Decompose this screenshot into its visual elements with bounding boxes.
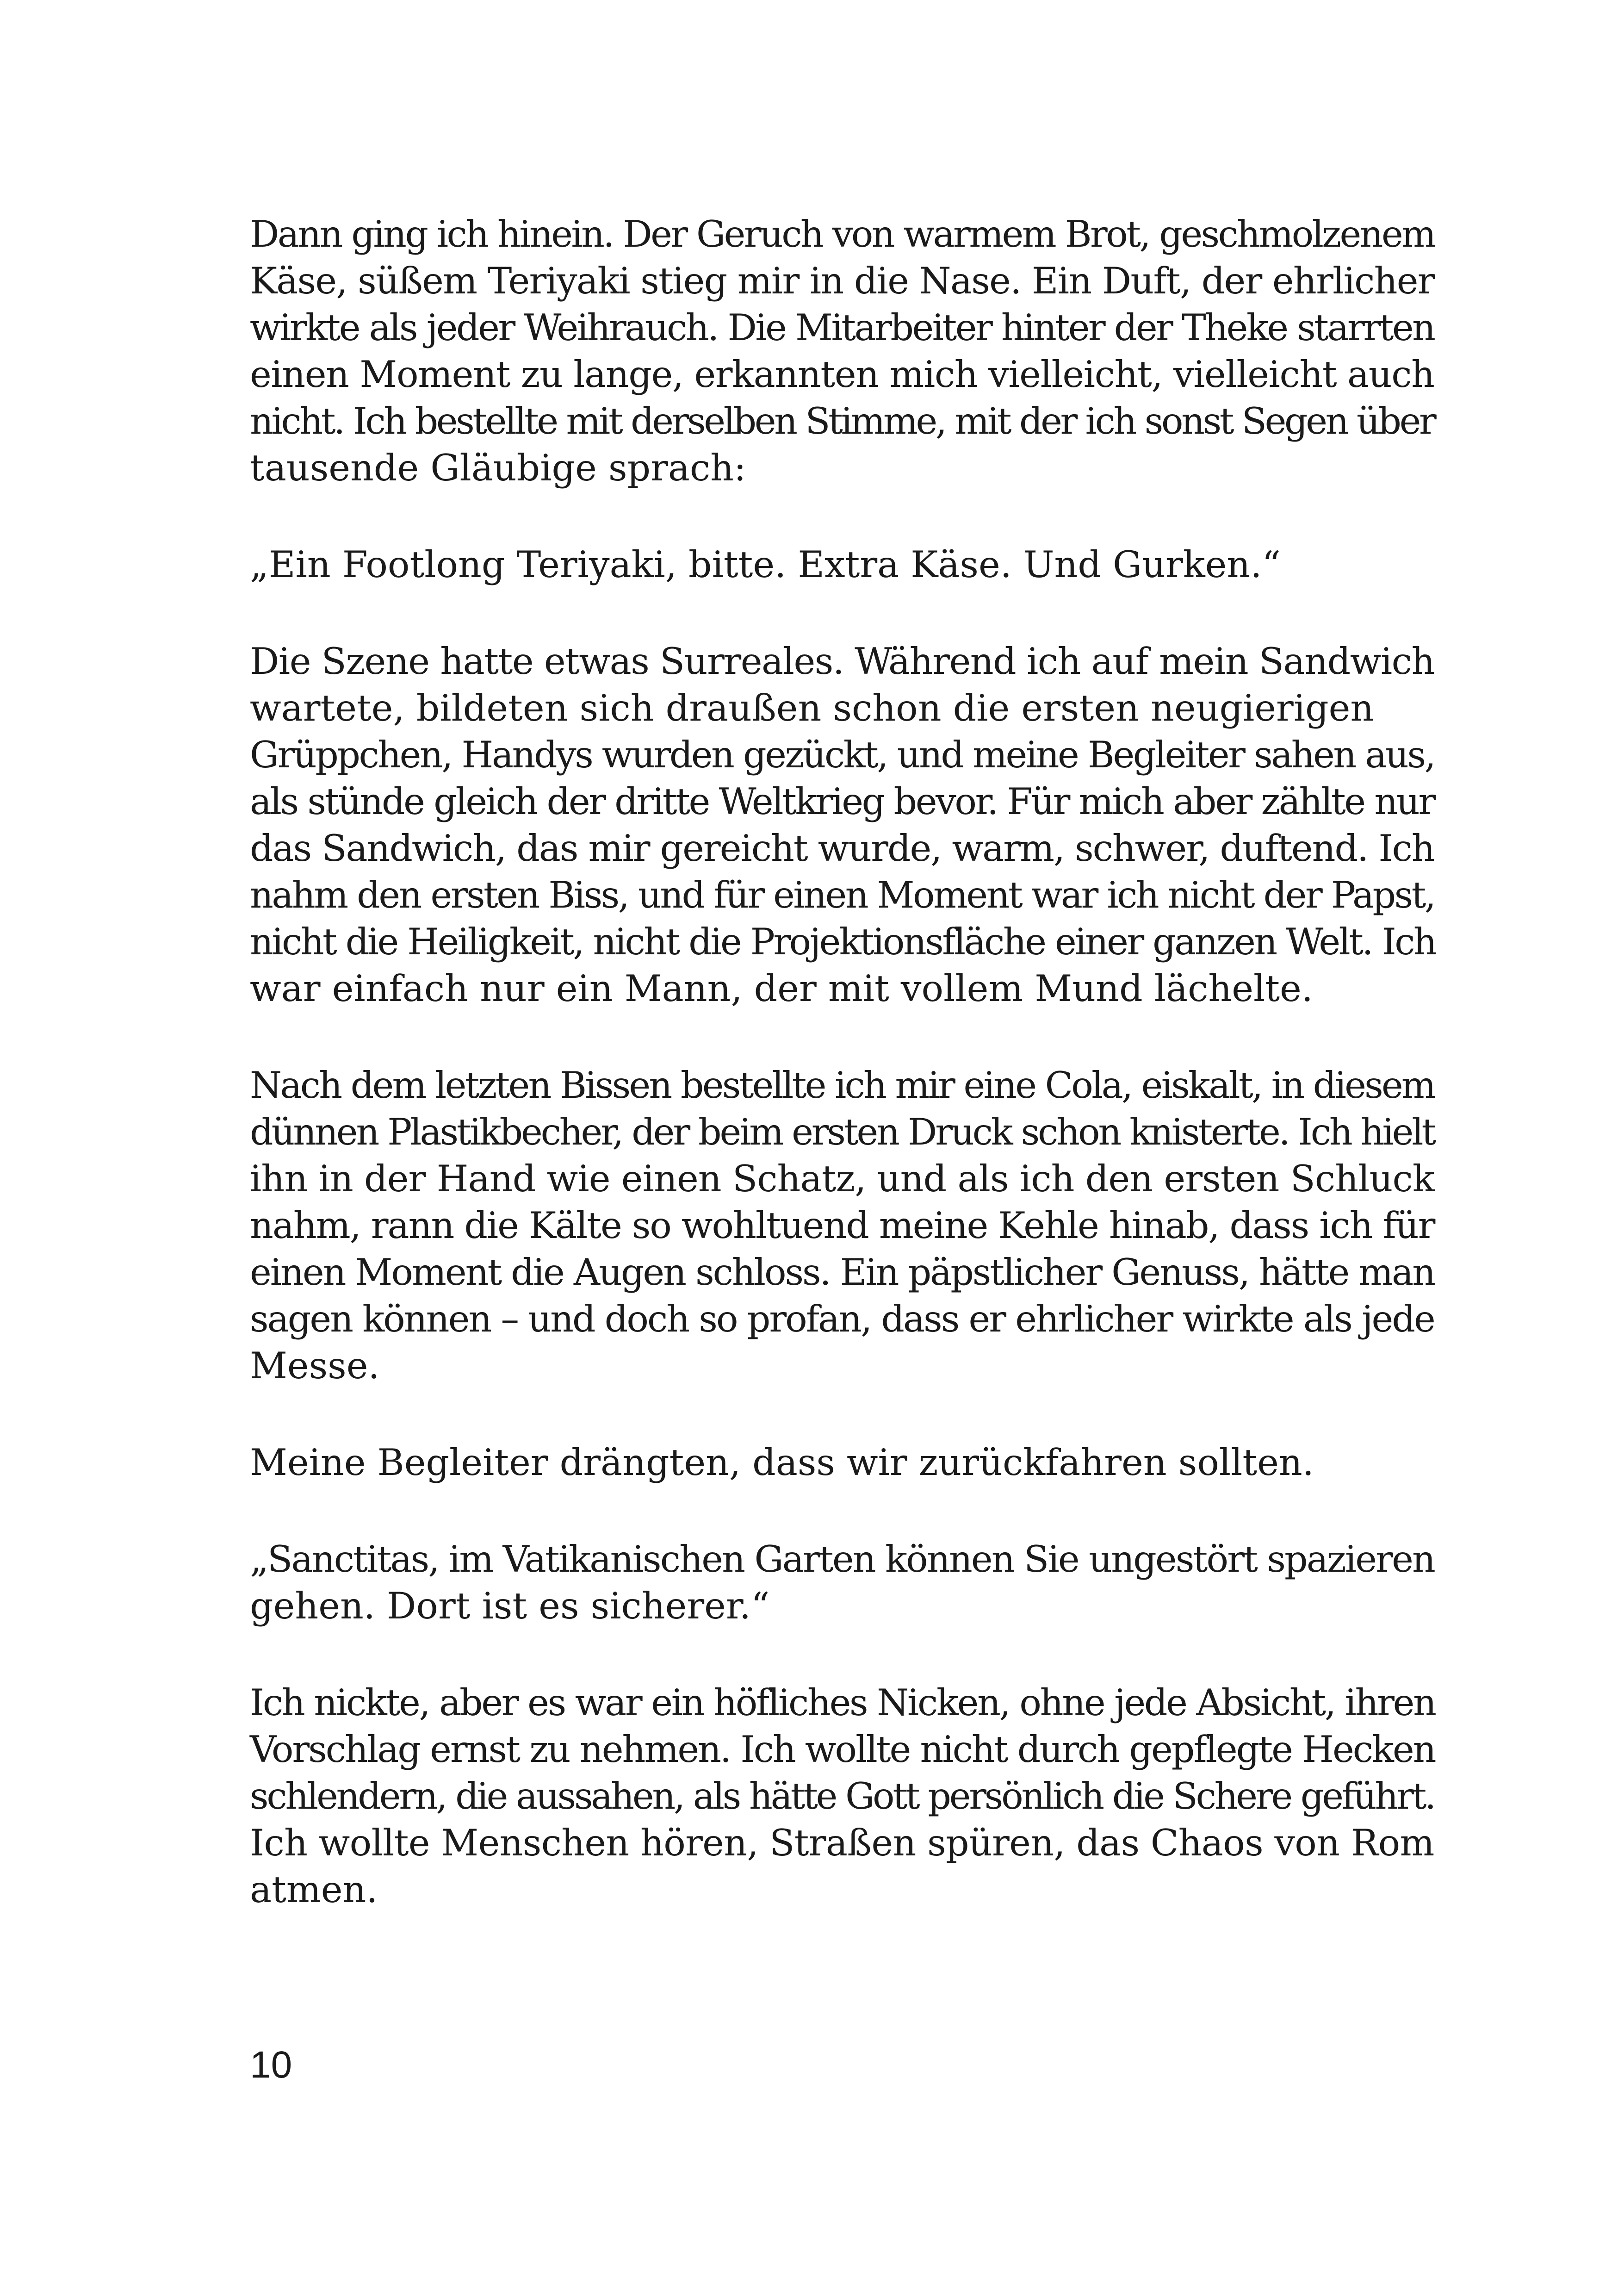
text-line: nahm, rann die Kälte so wohltuend meine Kehle hinab, dass ich für (250, 1204, 1435, 1247)
paragraph (250, 1536, 1434, 1630)
text-line: Dann ging ich hinein. Der Geruch von warmem Brot, geschmolzenem (250, 213, 1435, 255)
text-line: einen Moment zu lange, erkannten mich vielleicht, vielleicht auch (250, 353, 1434, 396)
text-line: Die Szene hatte etwas Surreales. Während ich auf mein Sandwich (250, 640, 1434, 683)
text-line: wartete, bildeten sich draußen schon die ersten neugierigen (250, 687, 1374, 729)
text-line: „Ein Footlong Teriyaki, bitte. Extra Käse. Und Gurken.“ (250, 543, 1281, 586)
text-line: nahm den ersten Biss, und für einen Moment war ich nicht der Papst, (250, 874, 1435, 916)
text-line: sagen können – und doch so profan, dass er ehrlicher wirkte als jede (250, 1298, 1434, 1340)
text-line: tausende Gläubige sprach: (250, 447, 746, 489)
paragraph (250, 211, 1434, 492)
paragraph (250, 1439, 1434, 1486)
text-line: Grüppchen, Handys wurden gezückt, und meine Begleiter sahen aus, (250, 734, 1435, 776)
text-line: Messe. (250, 1344, 380, 1387)
paragraph (250, 541, 1434, 588)
paragraph (250, 1680, 1434, 1913)
text-line: Ich wollte Menschen hören, Straßen spüren, das Chaos von Rom (250, 1822, 1434, 1864)
paragraph-gap (250, 1486, 1434, 1536)
text-line: nicht. Ich bestellte mit derselben Stimme, mit der ich sonst Segen über (250, 400, 1435, 442)
text-line: gehen. Dort ist es sicherer.“ (250, 1585, 770, 1627)
text-line: Vorschlag ernst zu nehmen. Ich wollte nicht durch gepflegte Hecken (250, 1728, 1435, 1771)
text-line: das Sandwich, das mir gereicht wurde, warm, schwer, duftend. Ich (250, 827, 1434, 870)
text-line: ihn in der Hand wie einen Schatz, und als ich den ersten Schluck (250, 1157, 1434, 1200)
paragraph (250, 638, 1434, 1012)
text-line: atmen. (250, 1868, 378, 1911)
paragraph-gap (250, 1389, 1434, 1439)
text-line: Nach dem letzten Bissen bestellte ich mir eine Cola, eiskalt, in diesem (250, 1064, 1435, 1107)
text-line: einen Moment die Augen schloss. Ein päpstlicher Genuss, hätte man (250, 1251, 1435, 1294)
paragraph-gap (250, 1630, 1434, 1680)
paragraph-gap (250, 588, 1434, 638)
paragraph-gap (250, 492, 1434, 541)
body-text (250, 211, 1434, 1913)
text-line: Käse, süßem Teriyaki stieg mir in die Nase. Ein Duft, der ehrlicher (250, 260, 1434, 302)
text-line: nicht die Heiligkeit, nicht die Projektionsfläche einer ganzen Welt. Ich (250, 921, 1436, 963)
paragraph-gap (250, 1012, 1434, 1062)
text-line: als stünde gleich der dritte Weltkrieg bevor. Für mich aber zählte nur (250, 780, 1434, 823)
text-line: Ich nickte, aber es war ein höfliches Nicken, ohne jede Absicht, ihren (250, 1681, 1435, 1724)
text-line: Meine Begleiter drängten, dass wir zurückfahren sollten. (250, 1441, 1314, 1484)
text-line: war einfach nur ein Mann, der mit vollem Mund lächelte. (250, 967, 1313, 1010)
text-line: wirkte als jeder Weihrauch. Die Mitarbeiter hinter der Theke starrten (250, 306, 1434, 349)
text-line: dünnen Plastikbecher, der beim ersten Druck schon knisterte. Ich hielt (250, 1111, 1435, 1153)
text-line: „Sanctitas, im Vatikanischen Garten können Sie ungestört spazieren (250, 1538, 1435, 1580)
text-line: schlendern, die aussahen, als hätte Gott persönlich die Schere geführt. (250, 1775, 1435, 1817)
page-number: 10 (250, 2044, 292, 2086)
paragraph (250, 1062, 1434, 1389)
